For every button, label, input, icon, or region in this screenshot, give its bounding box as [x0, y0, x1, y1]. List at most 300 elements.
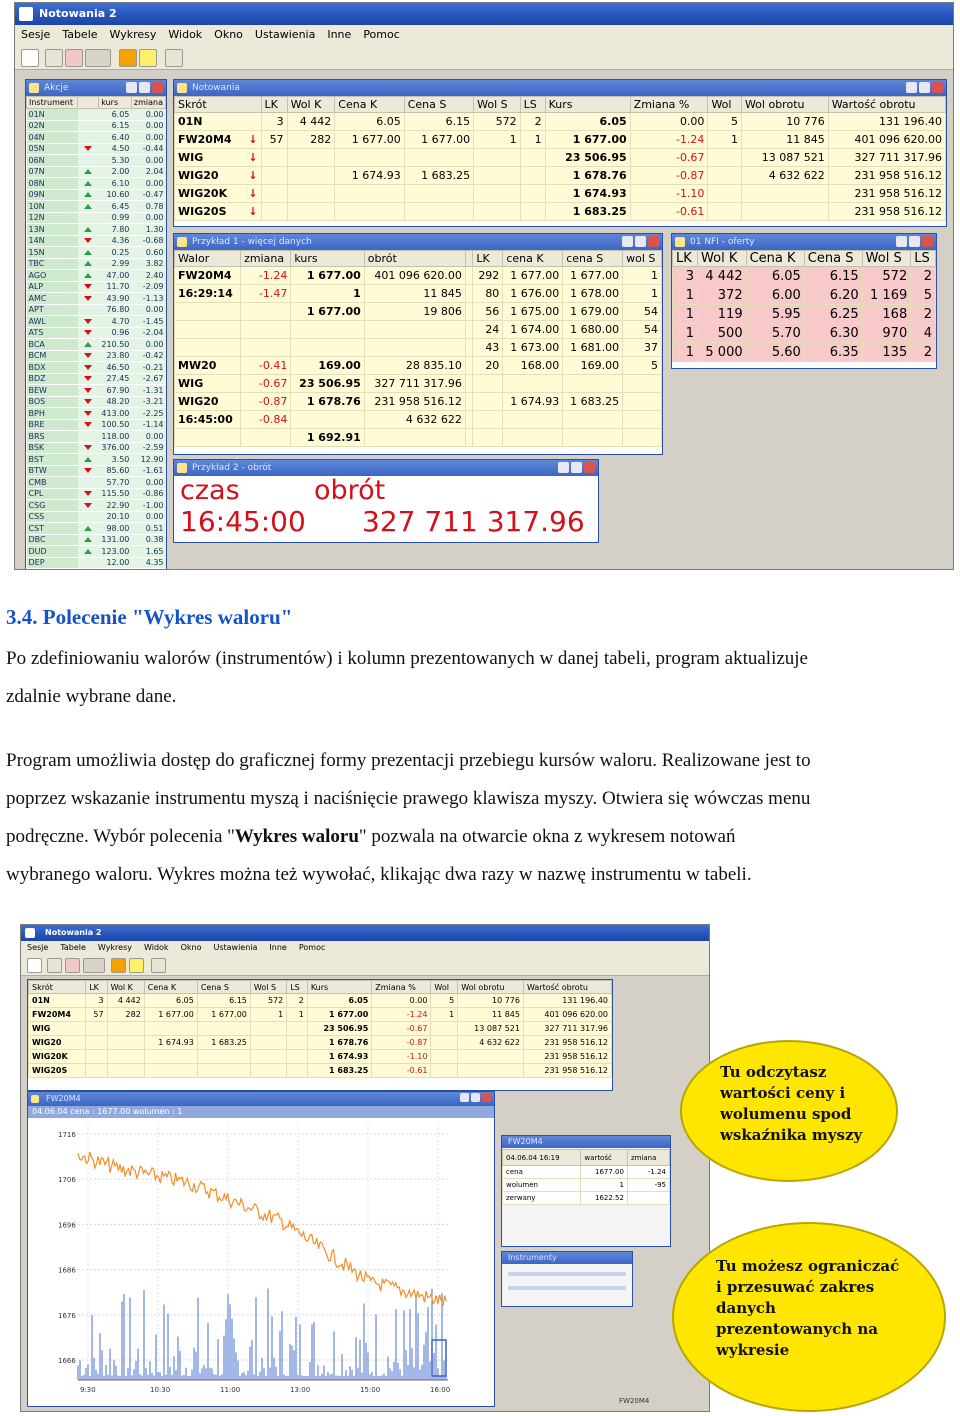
chart-titlebar[interactable]: [28, 1092, 494, 1106]
przyklad2-titlebar[interactable]: [174, 460, 598, 476]
column-header[interactable]: Cena S: [804, 251, 862, 267]
stats-icon[interactable]: [119, 49, 137, 67]
column-header[interactable]: Wol S: [862, 251, 911, 267]
column-header[interactable]: Cena S: [404, 97, 473, 113]
menu-item[interactable]: Tabele: [60, 943, 86, 952]
minimize-icon[interactable]: [896, 236, 907, 247]
cell-kurs: 1 683.25: [545, 203, 630, 221]
kurs-value: 48.20: [99, 396, 132, 408]
cell-wol: [708, 185, 742, 203]
settings-icon[interactable]: [139, 49, 157, 67]
trend-cell: [78, 120, 99, 132]
table-row: [503, 1166, 670, 1179]
column-header[interactable]: zmiana: [241, 251, 291, 267]
list-item[interactable]: [27, 419, 166, 431]
list-item[interactable]: [27, 201, 166, 213]
callout-line: wykresie: [716, 1341, 790, 1359]
list-item[interactable]: [27, 454, 166, 466]
list-item[interactable]: [27, 350, 166, 362]
zmiana-value: -0.68: [131, 235, 165, 247]
table-row[interactable]: [29, 1022, 612, 1036]
list-item[interactable]: [27, 189, 166, 201]
quote-table: [502, 1149, 670, 1205]
section-heading: 3.4. Polecenie "Wykres waloru": [6, 605, 293, 629]
cell: 168.00: [503, 357, 563, 375]
zoom-icon[interactable]: [45, 49, 63, 67]
maximize-icon[interactable]: [919, 82, 930, 93]
arrow-up-icon: [84, 227, 92, 232]
table-row[interactable]: [175, 357, 662, 375]
close-icon[interactable]: [922, 236, 933, 247]
cell: 231 958 516.12: [523, 1036, 611, 1050]
list-item[interactable]: [27, 442, 166, 454]
zoom-icon[interactable]: [47, 958, 62, 973]
cell: 3: [86, 994, 107, 1008]
cell: 1 677.00: [197, 1008, 250, 1022]
cell: [175, 339, 241, 357]
cell-cenak: [335, 203, 404, 221]
new-icon[interactable]: [21, 49, 39, 67]
notowania-window[interactable]: [27, 979, 613, 1091]
notowania-window[interactable]: [173, 79, 947, 227]
x-tick-label: 9:30: [80, 1386, 96, 1394]
maximize-icon[interactable]: [571, 462, 582, 473]
zmiana-value: -1.61: [131, 465, 165, 477]
notowania-titlebar[interactable]: [174, 80, 946, 96]
arrow-up-icon: [84, 261, 92, 266]
cell-ls: 2: [520, 113, 545, 131]
column-header[interactable]: kurs: [291, 251, 364, 267]
table-icon[interactable]: [165, 49, 183, 67]
arrow-down-icon: [84, 319, 92, 324]
column-header[interactable]: cena S: [563, 251, 623, 267]
cell: 1 683.25: [307, 1064, 371, 1078]
zmiana-value: 0.00: [131, 212, 165, 224]
column-header[interactable]: Kurs: [307, 981, 371, 994]
cell-wolk: 282: [287, 131, 335, 149]
kurs-value: 0.99: [99, 212, 132, 224]
cell: -0.84: [241, 411, 291, 429]
cell: 372: [698, 286, 747, 305]
close-icon[interactable]: [482, 1093, 491, 1102]
list-item[interactable]: [27, 235, 166, 247]
column-header[interactable]: LK: [473, 251, 503, 267]
cell: -1.47: [241, 285, 291, 303]
col-kurs[interactable]: kurs: [99, 97, 132, 109]
price-chart[interactable]: [28, 1118, 494, 1406]
maximize-icon[interactable]: [635, 236, 646, 247]
list-item[interactable]: [27, 477, 166, 489]
zmiana-value: 0.38: [131, 534, 165, 546]
menu-bar: [15, 25, 953, 45]
minimize-icon[interactable]: [558, 462, 569, 473]
table-row[interactable]: [175, 167, 946, 185]
table-row[interactable]: [175, 339, 662, 357]
list-item[interactable]: [27, 109, 166, 121]
list-item[interactable]: [27, 339, 166, 351]
cell: -0.67: [241, 375, 291, 393]
table-row[interactable]: [29, 994, 612, 1008]
window-buttons[interactable]: [556, 462, 595, 479]
x-tick-label: 13:00: [290, 1386, 311, 1394]
column-header[interactable]: LS: [520, 97, 545, 113]
cell: 5.70: [746, 324, 804, 343]
table-row[interactable]: [175, 429, 662, 447]
column-header[interactable]: Cena K: [144, 981, 197, 994]
y-tick-label: 1666: [58, 1357, 76, 1365]
table-row[interactable]: [673, 286, 936, 305]
column-header[interactable]: LK: [86, 981, 107, 994]
app-titlebar[interactable]: [15, 3, 953, 25]
column-header[interactable]: wol S: [623, 251, 662, 267]
list-item[interactable]: [27, 488, 166, 500]
kurs-value: 0.25: [99, 247, 132, 259]
minimize-icon[interactable]: [906, 82, 917, 93]
cell-cenak: [335, 149, 404, 167]
list-item[interactable]: [27, 396, 166, 408]
close-icon[interactable]: [584, 462, 595, 473]
table-row[interactable]: [175, 267, 662, 285]
list-item[interactable]: [27, 304, 166, 316]
zmiana-value: 0.00: [131, 511, 165, 523]
cell-cenas: 6.15: [404, 113, 473, 131]
cell: WIG20: [175, 393, 241, 411]
cell: [144, 1064, 197, 1078]
column-header[interactable]: Wol K: [698, 251, 747, 267]
list-item[interactable]: [27, 523, 166, 535]
list-item[interactable]: [27, 362, 166, 374]
column-header[interactable]: LK: [261, 97, 287, 113]
column-header[interactable]: Wol: [431, 981, 458, 994]
cell: 327 711 317.96: [523, 1022, 611, 1036]
list-item[interactable]: [27, 120, 166, 132]
cell: 6.00: [746, 286, 804, 305]
menu-item[interactable]: Tabele: [62, 28, 98, 41]
menu-item[interactable]: Ustawienia: [254, 28, 316, 41]
instrument-name: BCA: [27, 339, 78, 351]
cell-wols: 572: [474, 113, 521, 131]
cell-cenak: [335, 185, 404, 203]
minimize-icon[interactable]: [126, 82, 137, 93]
cell: [503, 411, 563, 429]
new-icon[interactable]: [27, 958, 42, 973]
menu-item[interactable]: Wykresy: [97, 943, 132, 952]
column-header[interactable]: Wol K: [287, 97, 335, 113]
menu-item[interactable]: Ustawienia: [213, 943, 258, 952]
trend-cell: [78, 350, 99, 362]
trend-cell: [78, 316, 99, 328]
trend-cell: [78, 534, 99, 546]
app-logo-icon: [25, 928, 35, 938]
przyklad1-window[interactable]: [173, 233, 663, 455]
close-icon[interactable]: [932, 82, 943, 93]
chart-tool-icon[interactable]: [83, 958, 105, 973]
table-row[interactable]: [175, 375, 662, 393]
cell: 56: [473, 303, 503, 321]
arrow-down-icon: [84, 491, 92, 496]
menu-item[interactable]: Sesje: [27, 943, 49, 952]
table-row[interactable]: [175, 203, 946, 221]
column-header[interactable]: Skrót: [29, 981, 86, 994]
table-row[interactable]: [29, 1064, 612, 1078]
instrument-cell: [175, 113, 262, 131]
cell: [86, 1050, 107, 1064]
menu-item[interactable]: Widok: [144, 943, 169, 952]
menu-item[interactable]: Pomoc: [298, 943, 326, 952]
cell-wart: 231 958 516.12: [828, 203, 945, 221]
cell-wols: [474, 149, 521, 167]
column-header[interactable]: [465, 251, 472, 267]
nfi-titlebar[interactable]: [672, 234, 936, 250]
arrow-down-icon: ↓: [248, 151, 258, 164]
chart-window[interactable]: [27, 1091, 495, 1407]
akcje-titlebar[interactable]: [26, 80, 166, 96]
list-item[interactable]: [27, 511, 166, 523]
chart-tool-icon[interactable]: [85, 49, 111, 67]
table-row[interactable]: [673, 305, 936, 324]
cell: [107, 1022, 144, 1036]
zmiana-value: 12.90: [131, 454, 165, 466]
cell: 1: [250, 1008, 286, 1022]
cell: 2: [911, 305, 936, 324]
column-header[interactable]: Wol K: [107, 981, 144, 994]
list-item[interactable]: [27, 178, 166, 190]
list-item[interactable]: [27, 373, 166, 385]
table-row[interactable]: [29, 1050, 612, 1064]
paragraph-2-line-4: wybranego waloru. Wykres można też wywołać, klikając dwa razy w nazwę instrumentu w tabeli.: [6, 864, 752, 885]
table-row[interactable]: [175, 303, 662, 321]
minimize-icon[interactable]: [622, 236, 633, 247]
cell: 5.60: [746, 343, 804, 362]
cell: 168: [862, 305, 911, 324]
instrument-row[interactable]: [508, 1272, 626, 1276]
cell: [563, 411, 623, 429]
cell-cenak: 1 677.00: [335, 131, 404, 149]
instrument-cell: [175, 203, 262, 221]
cell: 11 845: [458, 1008, 524, 1022]
menu-item[interactable]: Okno: [214, 28, 243, 41]
zmiana-value: -0.42: [131, 350, 165, 362]
cell: cena: [503, 1166, 581, 1179]
cell-wolk: [287, 203, 335, 221]
cell: 4: [911, 324, 936, 343]
zmiana-value: -2.04: [131, 327, 165, 339]
menu-item[interactable]: Okno: [180, 943, 202, 952]
minimize-icon[interactable]: [460, 1093, 469, 1102]
cell: 169.00: [291, 357, 364, 375]
list-item[interactable]: [27, 224, 166, 236]
menu-item[interactable]: Sesje: [21, 28, 51, 41]
column-header[interactable]: Kurs: [545, 97, 630, 113]
cell-cenas: [404, 149, 473, 167]
settings-icon[interactable]: [129, 958, 144, 973]
list-item[interactable]: [27, 546, 166, 558]
instrument-name: BRE: [27, 419, 78, 431]
list-item[interactable]: [27, 534, 166, 546]
maximize-icon[interactable]: [909, 236, 920, 247]
column-header[interactable]: LS: [911, 251, 936, 267]
delete-icon[interactable]: [65, 49, 83, 67]
cell-wol: 5: [708, 113, 742, 131]
table-row[interactable]: [175, 411, 662, 429]
nfi-window[interactable]: [671, 233, 937, 369]
akcje-window[interactable]: [25, 79, 167, 570]
instrument-row[interactable]: [508, 1286, 626, 1290]
cell: -0.61: [372, 1064, 431, 1078]
notowania-table-small: [28, 980, 612, 1078]
cell: -95: [627, 1179, 669, 1192]
table-row[interactable]: [29, 1008, 612, 1022]
column-header[interactable]: Wol: [708, 97, 742, 113]
cell-wolobr: [741, 185, 828, 203]
kurs-value: 6.40: [99, 132, 132, 144]
trend-cell: [78, 431, 99, 443]
zmiana-value: 1.30: [131, 224, 165, 236]
table-row[interactable]: [673, 324, 936, 343]
trend-cell: [78, 270, 99, 282]
cell: 6.05: [307, 994, 371, 1008]
column-header[interactable]: Wol S: [474, 97, 521, 113]
zmiana-value: 0.00: [131, 109, 165, 121]
zmiana-value: 0.51: [131, 523, 165, 535]
column-header[interactable]: cena K: [503, 251, 563, 267]
cell: [197, 1050, 250, 1064]
list-item[interactable]: [27, 557, 166, 569]
list-item[interactable]: [27, 258, 166, 270]
table-row[interactable]: [673, 343, 936, 362]
table-row[interactable]: [175, 321, 662, 339]
instrument-name: DEP: [27, 557, 78, 569]
column-header[interactable]: Walor: [175, 251, 241, 267]
col-zmiana[interactable]: zmiana: [131, 97, 165, 109]
callout-line: wolumenu spod: [720, 1105, 852, 1123]
table-row[interactable]: [175, 285, 662, 303]
column-header[interactable]: Wartość obrotu: [523, 981, 611, 994]
cell: 37: [623, 339, 662, 357]
column-header[interactable]: Zmiana %: [372, 981, 431, 994]
table-row[interactable]: [175, 185, 946, 203]
col-instrument[interactable]: Instrument: [27, 97, 78, 109]
window-buttons[interactable]: [458, 1093, 491, 1107]
list-item[interactable]: [27, 281, 166, 293]
list-item[interactable]: [27, 293, 166, 305]
cell: 1 674.93: [144, 1036, 197, 1050]
list-item[interactable]: [27, 431, 166, 443]
column-header[interactable]: Zmiana %: [630, 97, 708, 113]
kurs-value: 2.00: [99, 166, 132, 178]
table-row[interactable]: [175, 393, 662, 411]
stats-icon[interactable]: [111, 958, 126, 973]
y-tick-label: 1686: [58, 1266, 76, 1275]
trend-cell: [78, 557, 99, 569]
column-header[interactable]: Cena K: [746, 251, 804, 267]
column-header[interactable]: obrót: [364, 251, 465, 267]
kurs-value: 210.50: [99, 339, 132, 351]
instrument-cell: [175, 149, 262, 167]
cell: 20: [473, 357, 503, 375]
maximize-icon[interactable]: [471, 1093, 480, 1102]
cell: 4 442: [107, 994, 144, 1008]
kurs-value: 4.50: [99, 143, 132, 155]
list-item[interactable]: [27, 132, 166, 144]
czas-label: czas: [180, 475, 240, 506]
table-icon[interactable]: [151, 958, 166, 973]
list-item[interactable]: [27, 155, 166, 167]
przyklad1-title: Przykład 1 - więcej danych: [192, 237, 312, 247]
kurs-value: 376.00: [99, 442, 132, 454]
trend-cell: [78, 523, 99, 535]
instrument-name: 10N: [27, 201, 78, 213]
cell: 5: [431, 994, 458, 1008]
app-titlebar[interactable]: [21, 925, 709, 941]
window-icon: [177, 237, 187, 247]
callout-line: prezentowanych na: [716, 1320, 878, 1338]
table-row[interactable]: [673, 267, 936, 286]
arrow-up-icon: [84, 204, 92, 209]
arrow-up-icon: [84, 342, 92, 347]
kurs-value: 20.10: [99, 511, 132, 523]
list-item[interactable]: [27, 247, 166, 259]
column-header[interactable]: Wol obrotu: [458, 981, 524, 994]
kurs-value: 27.45: [99, 373, 132, 385]
list-item[interactable]: [27, 143, 166, 155]
column-header[interactable]: Cena K: [335, 97, 404, 113]
column-header[interactable]: LS: [287, 981, 308, 994]
column-header[interactable]: Skrót: [175, 97, 262, 113]
przyklad1-titlebar[interactable]: [174, 234, 662, 250]
menu-item[interactable]: Pomoc: [363, 28, 400, 41]
column-header[interactable]: Wol S: [250, 981, 286, 994]
column-header[interactable]: Wol obrotu: [741, 97, 828, 113]
zmiana-value: -0.47: [131, 189, 165, 201]
list-item[interactable]: [27, 408, 166, 420]
column-header[interactable]: Wartość obrotu: [828, 97, 945, 113]
cell-kurs: 1 674.93: [545, 185, 630, 203]
cell: 231 958 516.12: [523, 1064, 611, 1078]
list-item[interactable]: [27, 316, 166, 328]
delete-icon[interactable]: [65, 958, 80, 973]
close-icon[interactable]: [648, 236, 659, 247]
menu-item[interactable]: Inne: [269, 943, 287, 952]
menu-item[interactable]: Wykresy: [109, 28, 157, 41]
list-item[interactable]: [27, 500, 166, 512]
cell: zerwany: [503, 1192, 581, 1205]
menu-item[interactable]: Widok: [168, 28, 203, 41]
arrow-down-icon: [84, 353, 92, 358]
cell: 01N: [29, 994, 86, 1008]
menu-item[interactable]: Inne: [327, 28, 352, 41]
list-item[interactable]: [27, 166, 166, 178]
przyklad2-window[interactable]: [173, 459, 599, 543]
list-item[interactable]: [27, 212, 166, 224]
list-item[interactable]: [27, 465, 166, 477]
list-item[interactable]: [27, 327, 166, 339]
column-header[interactable]: Cena S: [197, 981, 250, 994]
column-header[interactable]: LK: [673, 251, 698, 267]
obrot-value: 327 711 317.96: [362, 505, 585, 538]
trend-cell: [78, 396, 99, 408]
table-row[interactable]: [175, 131, 946, 149]
maximize-icon[interactable]: [139, 82, 150, 93]
list-item[interactable]: [27, 270, 166, 282]
table-row[interactable]: [29, 1036, 612, 1050]
arrow-up-icon: [84, 169, 92, 174]
list-item[interactable]: [27, 385, 166, 397]
table-row[interactable]: [175, 149, 946, 167]
close-icon[interactable]: [152, 82, 163, 93]
table-row[interactable]: [175, 113, 946, 131]
cell: 1 678.00: [563, 285, 623, 303]
